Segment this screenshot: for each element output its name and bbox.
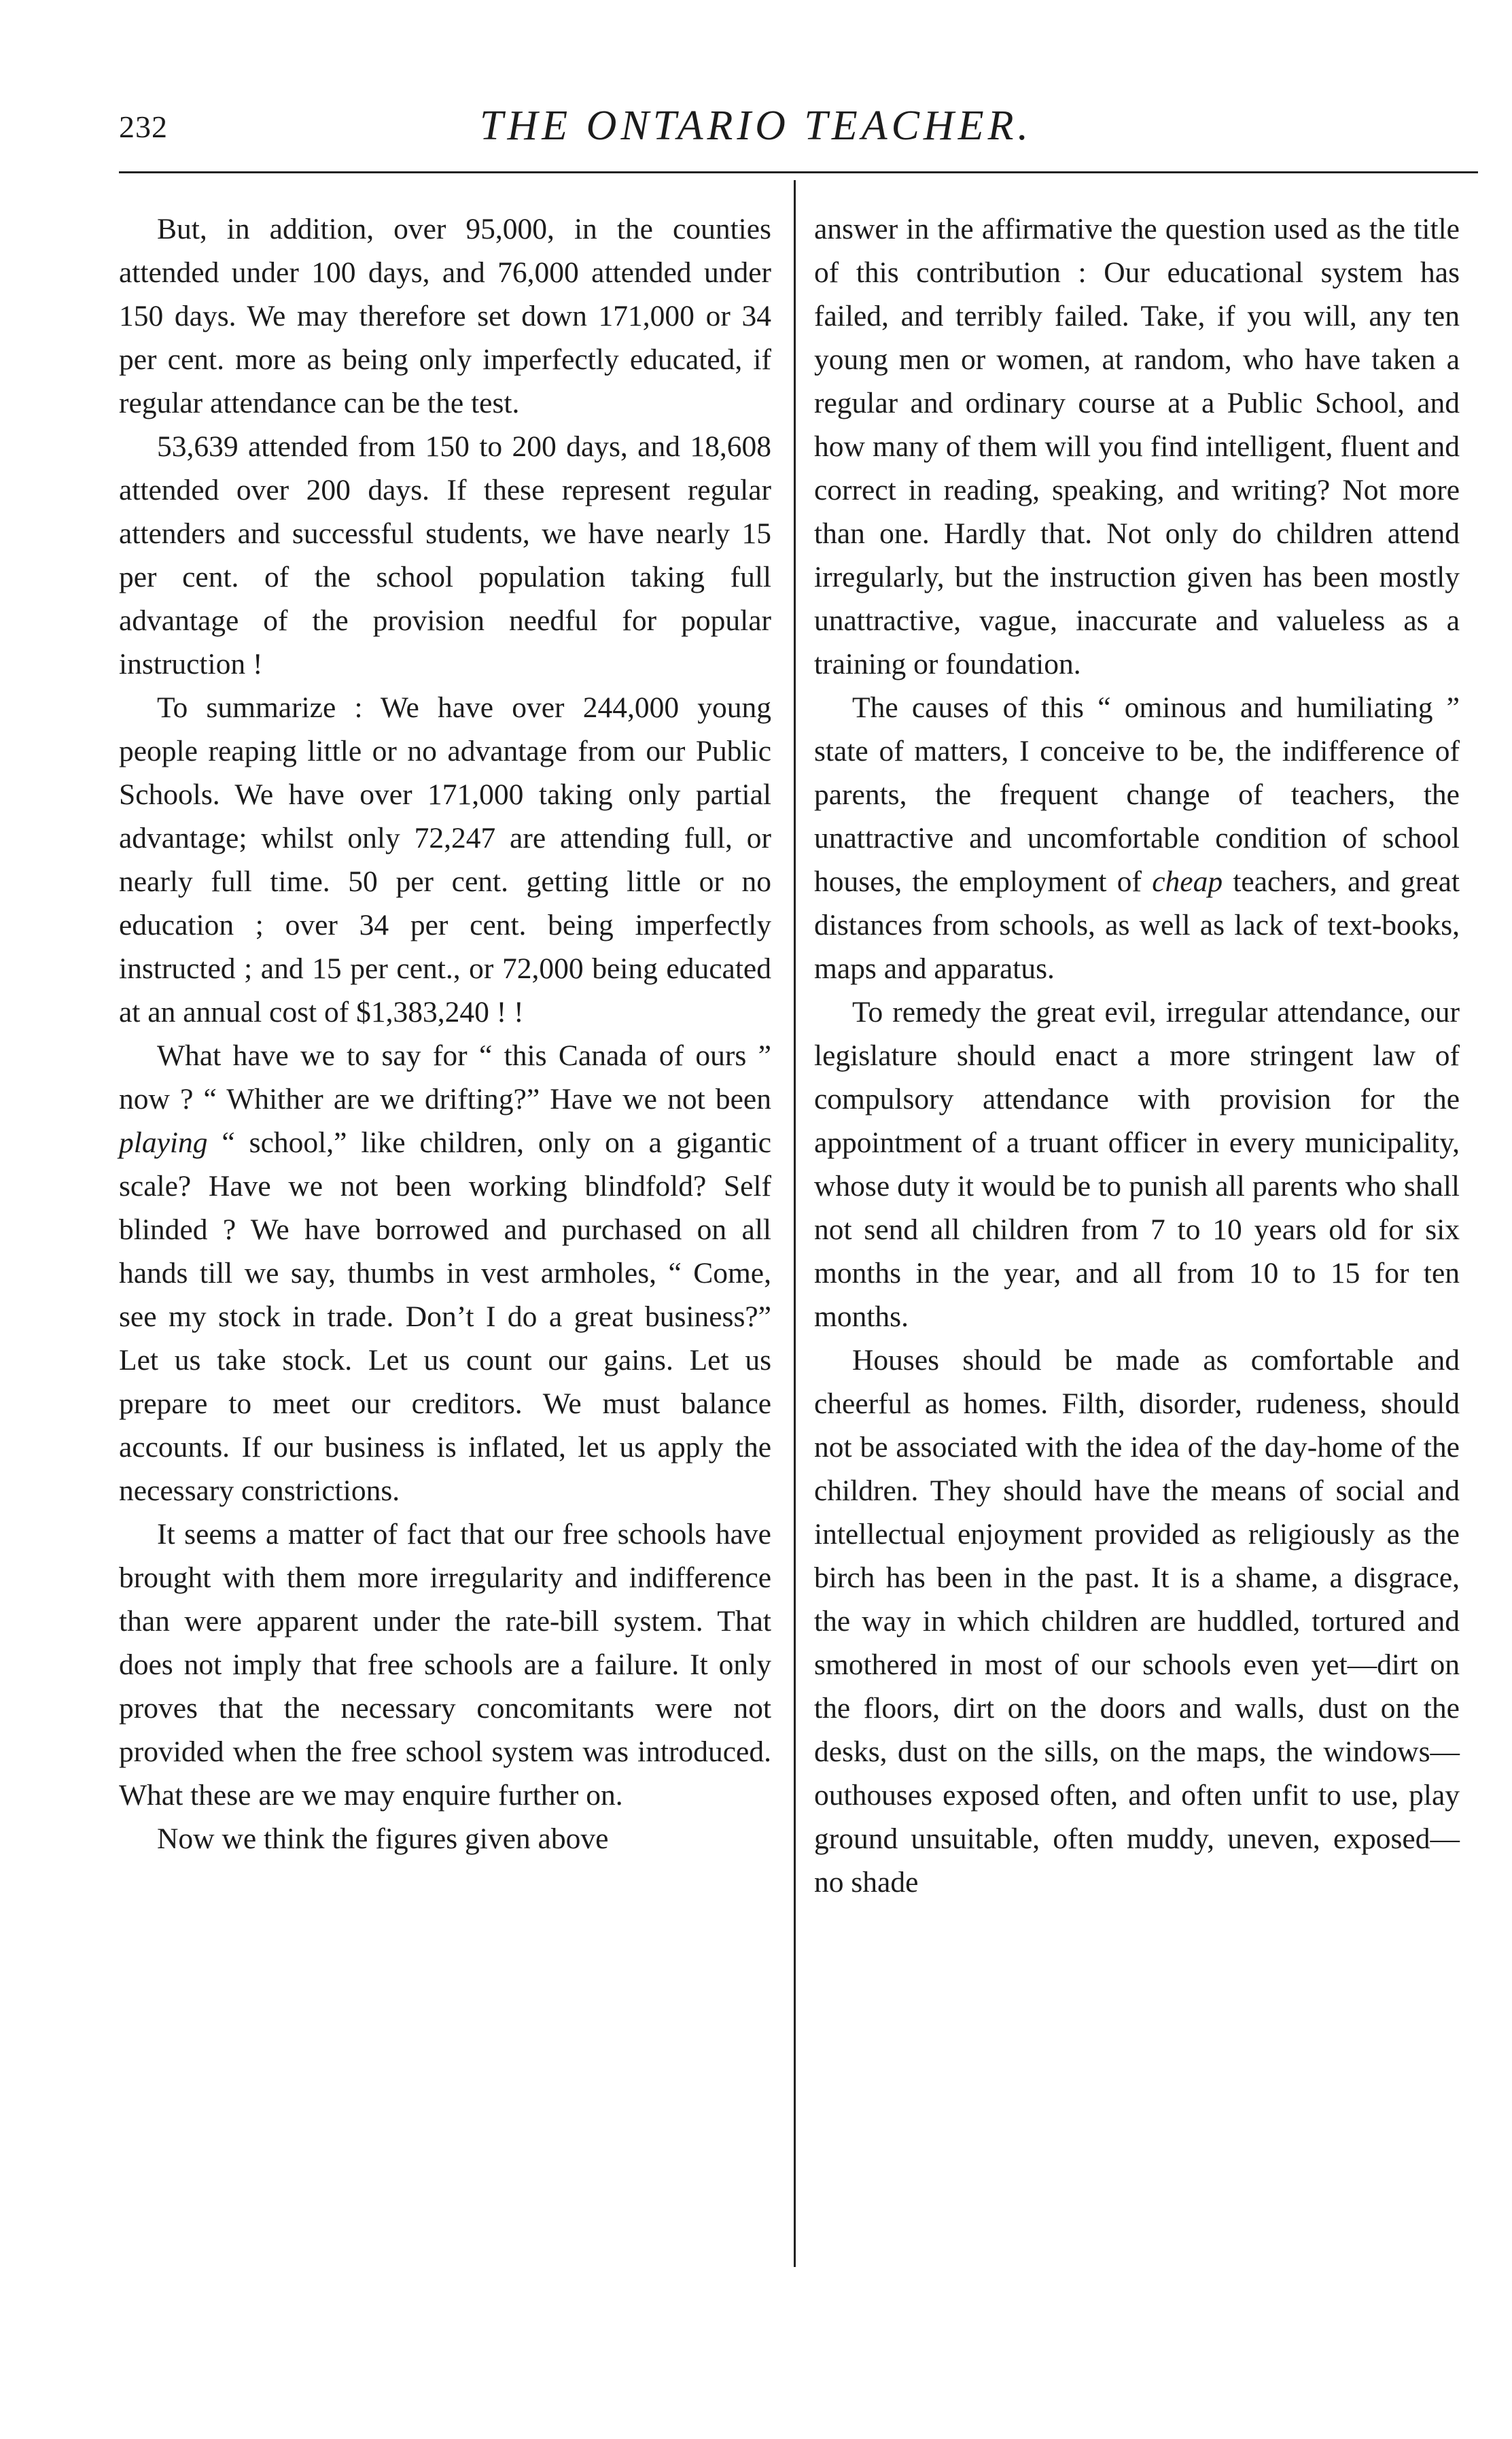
- paragraph: But, in addition, over 95,000, in the counties attended under 100 days, and 76,000 attended under 150 days. We may therefore set down 171,000 or 34 per cent. more as being only imperfectly educated, if regular attendance can be the test.: [119, 213, 771, 419]
- page-header: [0, 0, 1512, 170]
- right-column: [814, 207, 1460, 1904]
- column-divider-rule: [794, 180, 796, 2267]
- paragraph-text: teachers, and great distances from schools, as well as lack of text-books, maps and apparatus.: [814, 865, 1460, 985]
- italic-word: playing: [119, 1126, 208, 1159]
- header-rule: [119, 171, 1478, 173]
- page-number: 232: [119, 109, 168, 144]
- paragraph: It seems a matter of fact that our free schools have brought with them more irregularity and indifference than were apparent under the rate-bill system. That does not imply that free schools are a failure. It only proves that the necessary concomitants were not provided when the free school system was introduced. What these are we may enquire further on.: [119, 1518, 771, 1812]
- paragraph-text: “ school,” like children, only on a gigantic scale? Have we not been working blindfold? Self blinded ? We have borrowed and purchased on all hands till we say, thumbs in vest armholes, “ Come, see my stock in trade. Don’t I do a great business?” Let us take stock. Let us count our gains. Let us prepare to meet our creditors. We must balance accounts. If our business is inflated, let us apply the necessary constrictions.: [119, 1126, 771, 1507]
- paragraph-continuation: answer in the affirmative the question used as the title of this contribution : Our educational system has failed, and terribly failed. Take, if you will, any ten young men or women, at random, who have taken a regular and ordinary course at a Public School, and how many of them will you find intelligent, fluent and correct in reading, speaking, and writing? Not more than one. Hardly that. Not only do children attend irregularly, but the instruction given has been mostly unattractive, vague, inaccurate and valueless as a training or foundation.: [814, 213, 1460, 680]
- paragraph: Houses should be made as comfortable and cheerful as homes. Filth, disorder, rudeness, should not be associated with the idea of the day-home of the children. They should have the means of social and intellectual enjoyment provided as religiously as the birch has been in the past. It is a shame, a disgrace, the way in which children are huddled, tortured and smothered in most of our schools even yet—dirt on the floors, dirt on the doors and walls, dust on the desks, dust on the sills, on the maps, the windows—outhouses exposed often, and often unfit to use, play ground unsuitable, often muddy, uneven, exposed—no shade: [814, 1344, 1460, 1899]
- paragraph: To remedy the great evil, irregular attendance, our legislature should enact a more stringent law of compulsory attendance with provision for the appointment of a truant officer in every municipality, whose duty it would be to punish all parents who shall not send all children from 7 to 10 years old for six months in the year, and all from 10 to 15 for ten months.: [814, 996, 1460, 1333]
- running-title: THE ONTARIO TEACHER.: [480, 103, 1032, 149]
- italic-word: cheap: [1152, 865, 1223, 898]
- paragraph: To summarize : We have over 244,000 young people reaping little or no advantage from our Public Schools. We have over 171,000 taking only partial advantage; whilst only 72,247 are attending full, or nearly full time. 50 per cent. getting little or no education ; over 34 per cent. being imperfectly instructed ; and 15 per cent., or 72,000 being educated at an annual cost of $1,383,240 ! !: [119, 691, 771, 1028]
- paragraph: [119, 1034, 771, 1512]
- paragraph-text: The causes of this “ ominous and humiliating ” state of matters, I conceive to be, the indifference of parents, the frequent change of teachers, the unattractive and uncomfortable condition of school houses, the employment of: [814, 691, 1460, 898]
- paragraph: Now we think the figures given above: [157, 1822, 609, 1855]
- left-column: [119, 207, 771, 1861]
- paragraph: [814, 686, 1460, 990]
- paragraph-text: What have we to say for “ this Canada of ours ” now ? “ Whither are we drifting?” Have we not been: [119, 1039, 771, 1115]
- paragraph: 53,639 attended from 150 to 200 days, and 18,608 attended over 200 days. If these represent regular attenders and successful students, we have nearly 15 per cent. of the school population taking full advantage of the provision needful for popular instruction !: [119, 430, 771, 680]
